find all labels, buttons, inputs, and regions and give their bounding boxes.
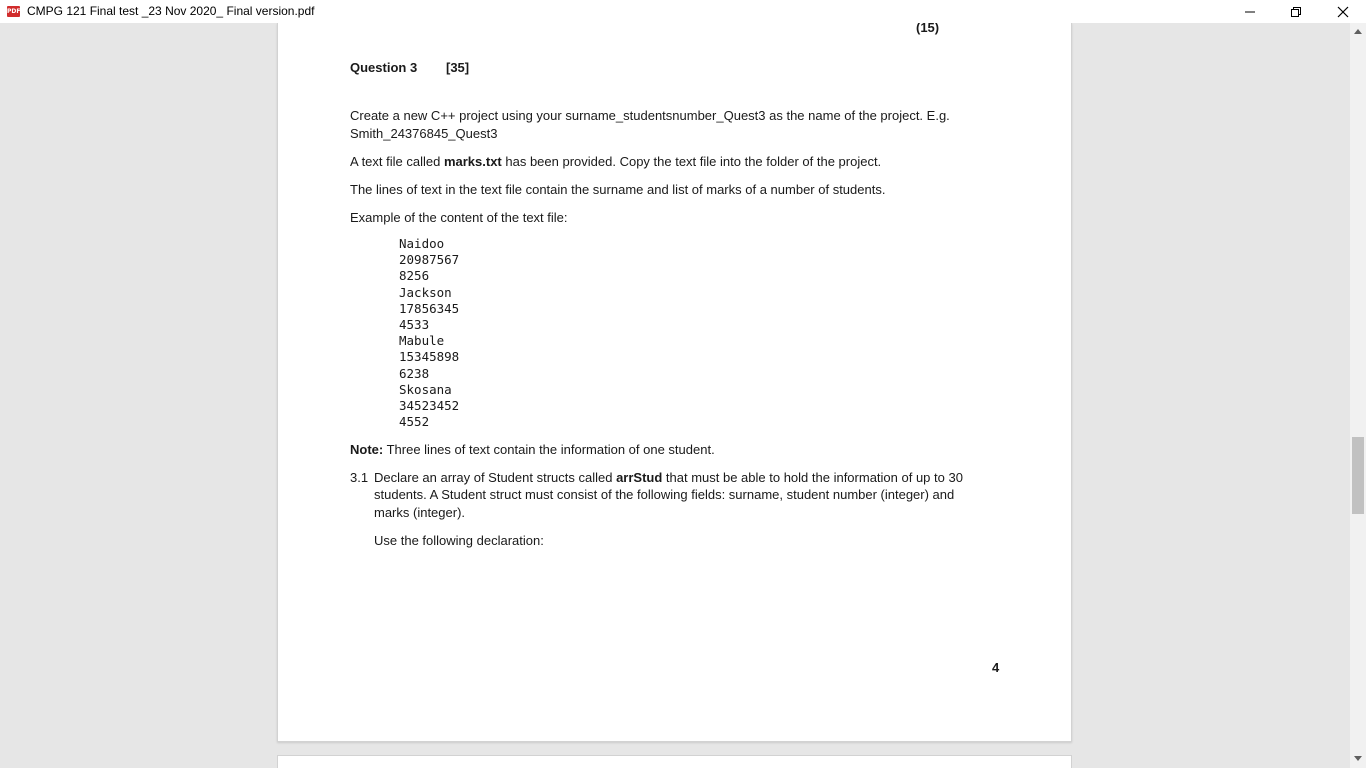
file-line: 6238: [399, 366, 430, 381]
question-3-1-line: students. A Student struct must consist of the following fields: surname, student number (integer) and: [374, 487, 955, 502]
close-button[interactable]: [1320, 0, 1366, 23]
text: has been provided. Copy the text file into the folder of the project.: [501, 154, 882, 169]
text: that must be able to hold the information of up to 30: [662, 470, 963, 485]
question-3-1-line: marks (integer).: [374, 505, 466, 520]
note-text: Three lines of text contain the information of one student.: [383, 442, 715, 457]
file-line: Mabule: [399, 333, 445, 348]
paragraph-line: Smith_24376845_Quest3: [350, 126, 498, 141]
file-line: 17856345: [399, 301, 460, 316]
paragraph-marks-file: [350, 154, 881, 169]
minimize-button[interactable]: [1227, 0, 1273, 23]
scroll-down-arrow-icon[interactable]: [1354, 756, 1362, 761]
array-name: arrStud: [616, 470, 663, 485]
paragraph-line: Create a new C++ project using your surname_studentsnumber_Quest3 as the name of the project. E.g.: [350, 108, 950, 123]
pdf-page: [277, 23, 1072, 742]
window-title: CMPG 121 Final test _23 Nov 2020_ Final version.pdf: [27, 4, 315, 18]
page-number: 4: [992, 660, 1000, 675]
pdf-file-icon: PDF: [7, 8, 21, 15]
file-line: Skosana: [399, 382, 452, 397]
minimize-icon: [1244, 6, 1256, 18]
file-line: 15345898: [399, 349, 460, 364]
paragraph-line: The lines of text in the text file contain the surname and list of marks of a number of students.: [350, 182, 886, 197]
file-line: Naidoo: [399, 236, 445, 251]
declaration-instruction: Use the following declaration:: [374, 533, 544, 548]
note-label: Note:: [350, 442, 384, 457]
file-line: Jackson: [399, 285, 452, 300]
file-line: 20987567: [399, 252, 460, 267]
question-heading: Question 3: [350, 60, 418, 75]
file-line: 4533: [399, 317, 430, 332]
note: [350, 442, 715, 457]
file-line: 34523452: [399, 398, 460, 413]
paragraph-line: Example of the content of the text file:: [350, 210, 568, 225]
file-line: 4552: [399, 414, 430, 429]
next-pdf-page: [277, 755, 1072, 768]
restore-icon: [1290, 6, 1302, 18]
question-number: 3.1: [350, 470, 369, 485]
question-marks: [35]: [446, 60, 470, 75]
text: A text file called: [350, 154, 444, 169]
file-line: 8256: [399, 268, 430, 283]
restore-button[interactable]: [1273, 0, 1319, 23]
close-icon: [1337, 6, 1349, 18]
title-bar: [0, 0, 1366, 24]
previous-question-marks: (15): [916, 23, 940, 35]
file-name: marks.txt: [443, 154, 502, 169]
document-viewer[interactable]: [0, 23, 1350, 768]
vertical-scrollbar[interactable]: [1350, 23, 1366, 768]
scrollbar-thumb[interactable]: [1352, 437, 1364, 514]
scroll-up-arrow-icon[interactable]: [1354, 29, 1362, 34]
text: Declare an array of Student structs called: [374, 470, 617, 485]
question-3-1-line: [374, 470, 963, 485]
